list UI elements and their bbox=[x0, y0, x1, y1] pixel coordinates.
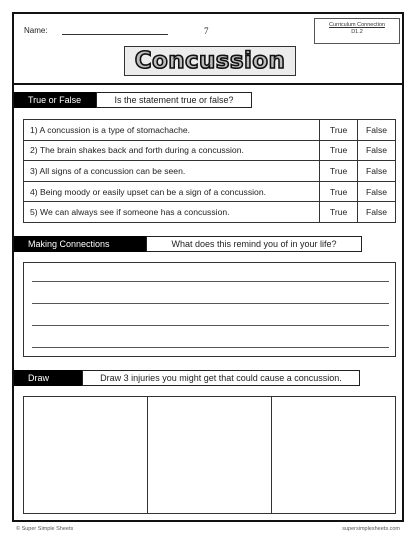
curriculum-connection-box bbox=[314, 18, 400, 44]
false-option-3[interactable]: False bbox=[358, 161, 396, 182]
true-option-4[interactable]: True bbox=[320, 181, 358, 202]
false-option-5[interactable]: False bbox=[358, 202, 396, 223]
table-row bbox=[24, 120, 396, 141]
drawing-box-3[interactable] bbox=[272, 397, 395, 513]
false-option-2[interactable]: False bbox=[358, 140, 396, 161]
statement-3: 3) All signs of a concussion can be seen. bbox=[24, 161, 320, 182]
website-text: supersimplesheets.com bbox=[342, 526, 400, 532]
table-row bbox=[24, 161, 396, 182]
making-connections-prompt: What does this remind you of in your life? bbox=[146, 236, 362, 252]
statement-4: 4) Being moody or easily upset can be a sign of a concussion. bbox=[24, 181, 320, 202]
name-field[interactable] bbox=[62, 34, 168, 35]
drawing-area bbox=[23, 396, 396, 514]
title-banner bbox=[124, 46, 296, 76]
copyright-text: © Super Simple Sheets bbox=[16, 526, 74, 532]
page-title: Concussion bbox=[134, 48, 286, 74]
draw-prompt: Draw 3 injuries you might get that could cause a concussion. bbox=[82, 370, 360, 386]
curriculum-code: D1.2 bbox=[351, 29, 363, 35]
true-option-1[interactable]: True bbox=[320, 120, 358, 141]
statement-1: 1) A concussion is a type of stomachache. bbox=[24, 120, 320, 141]
curriculum-connection-title: Curriculum Connection bbox=[329, 22, 385, 28]
false-option-4[interactable]: False bbox=[358, 181, 396, 202]
statement-2: 2) The brain shakes back and forth during a concussion. bbox=[24, 140, 320, 161]
writing-line-3[interactable] bbox=[32, 325, 389, 326]
true-option-5[interactable]: True bbox=[320, 202, 358, 223]
drawing-box-1[interactable] bbox=[24, 397, 148, 513]
drawing-box-2[interactable] bbox=[148, 397, 272, 513]
worksheet-page bbox=[12, 12, 404, 522]
true-false-section-label: True or False bbox=[14, 92, 96, 108]
true-option-2[interactable]: True bbox=[320, 140, 358, 161]
header-divider bbox=[14, 83, 402, 85]
page-number: 7 bbox=[204, 26, 209, 36]
true-option-3[interactable]: True bbox=[320, 161, 358, 182]
table-row bbox=[24, 202, 396, 223]
writing-area[interactable] bbox=[23, 262, 396, 357]
table-row bbox=[24, 181, 396, 202]
true-false-table bbox=[23, 119, 396, 223]
statement-5: 5) We can always see if someone has a concussion. bbox=[24, 202, 320, 223]
writing-line-1[interactable] bbox=[32, 281, 389, 282]
draw-section-label: Draw bbox=[14, 370, 82, 386]
making-connections-section-label: Making Connections bbox=[14, 236, 146, 252]
table-row bbox=[24, 140, 396, 161]
false-option-1[interactable]: False bbox=[358, 120, 396, 141]
name-label: Name: bbox=[24, 26, 48, 35]
writing-line-2[interactable] bbox=[32, 303, 389, 304]
true-false-prompt: Is the statement true or false? bbox=[96, 92, 252, 108]
writing-line-4[interactable] bbox=[32, 347, 389, 348]
